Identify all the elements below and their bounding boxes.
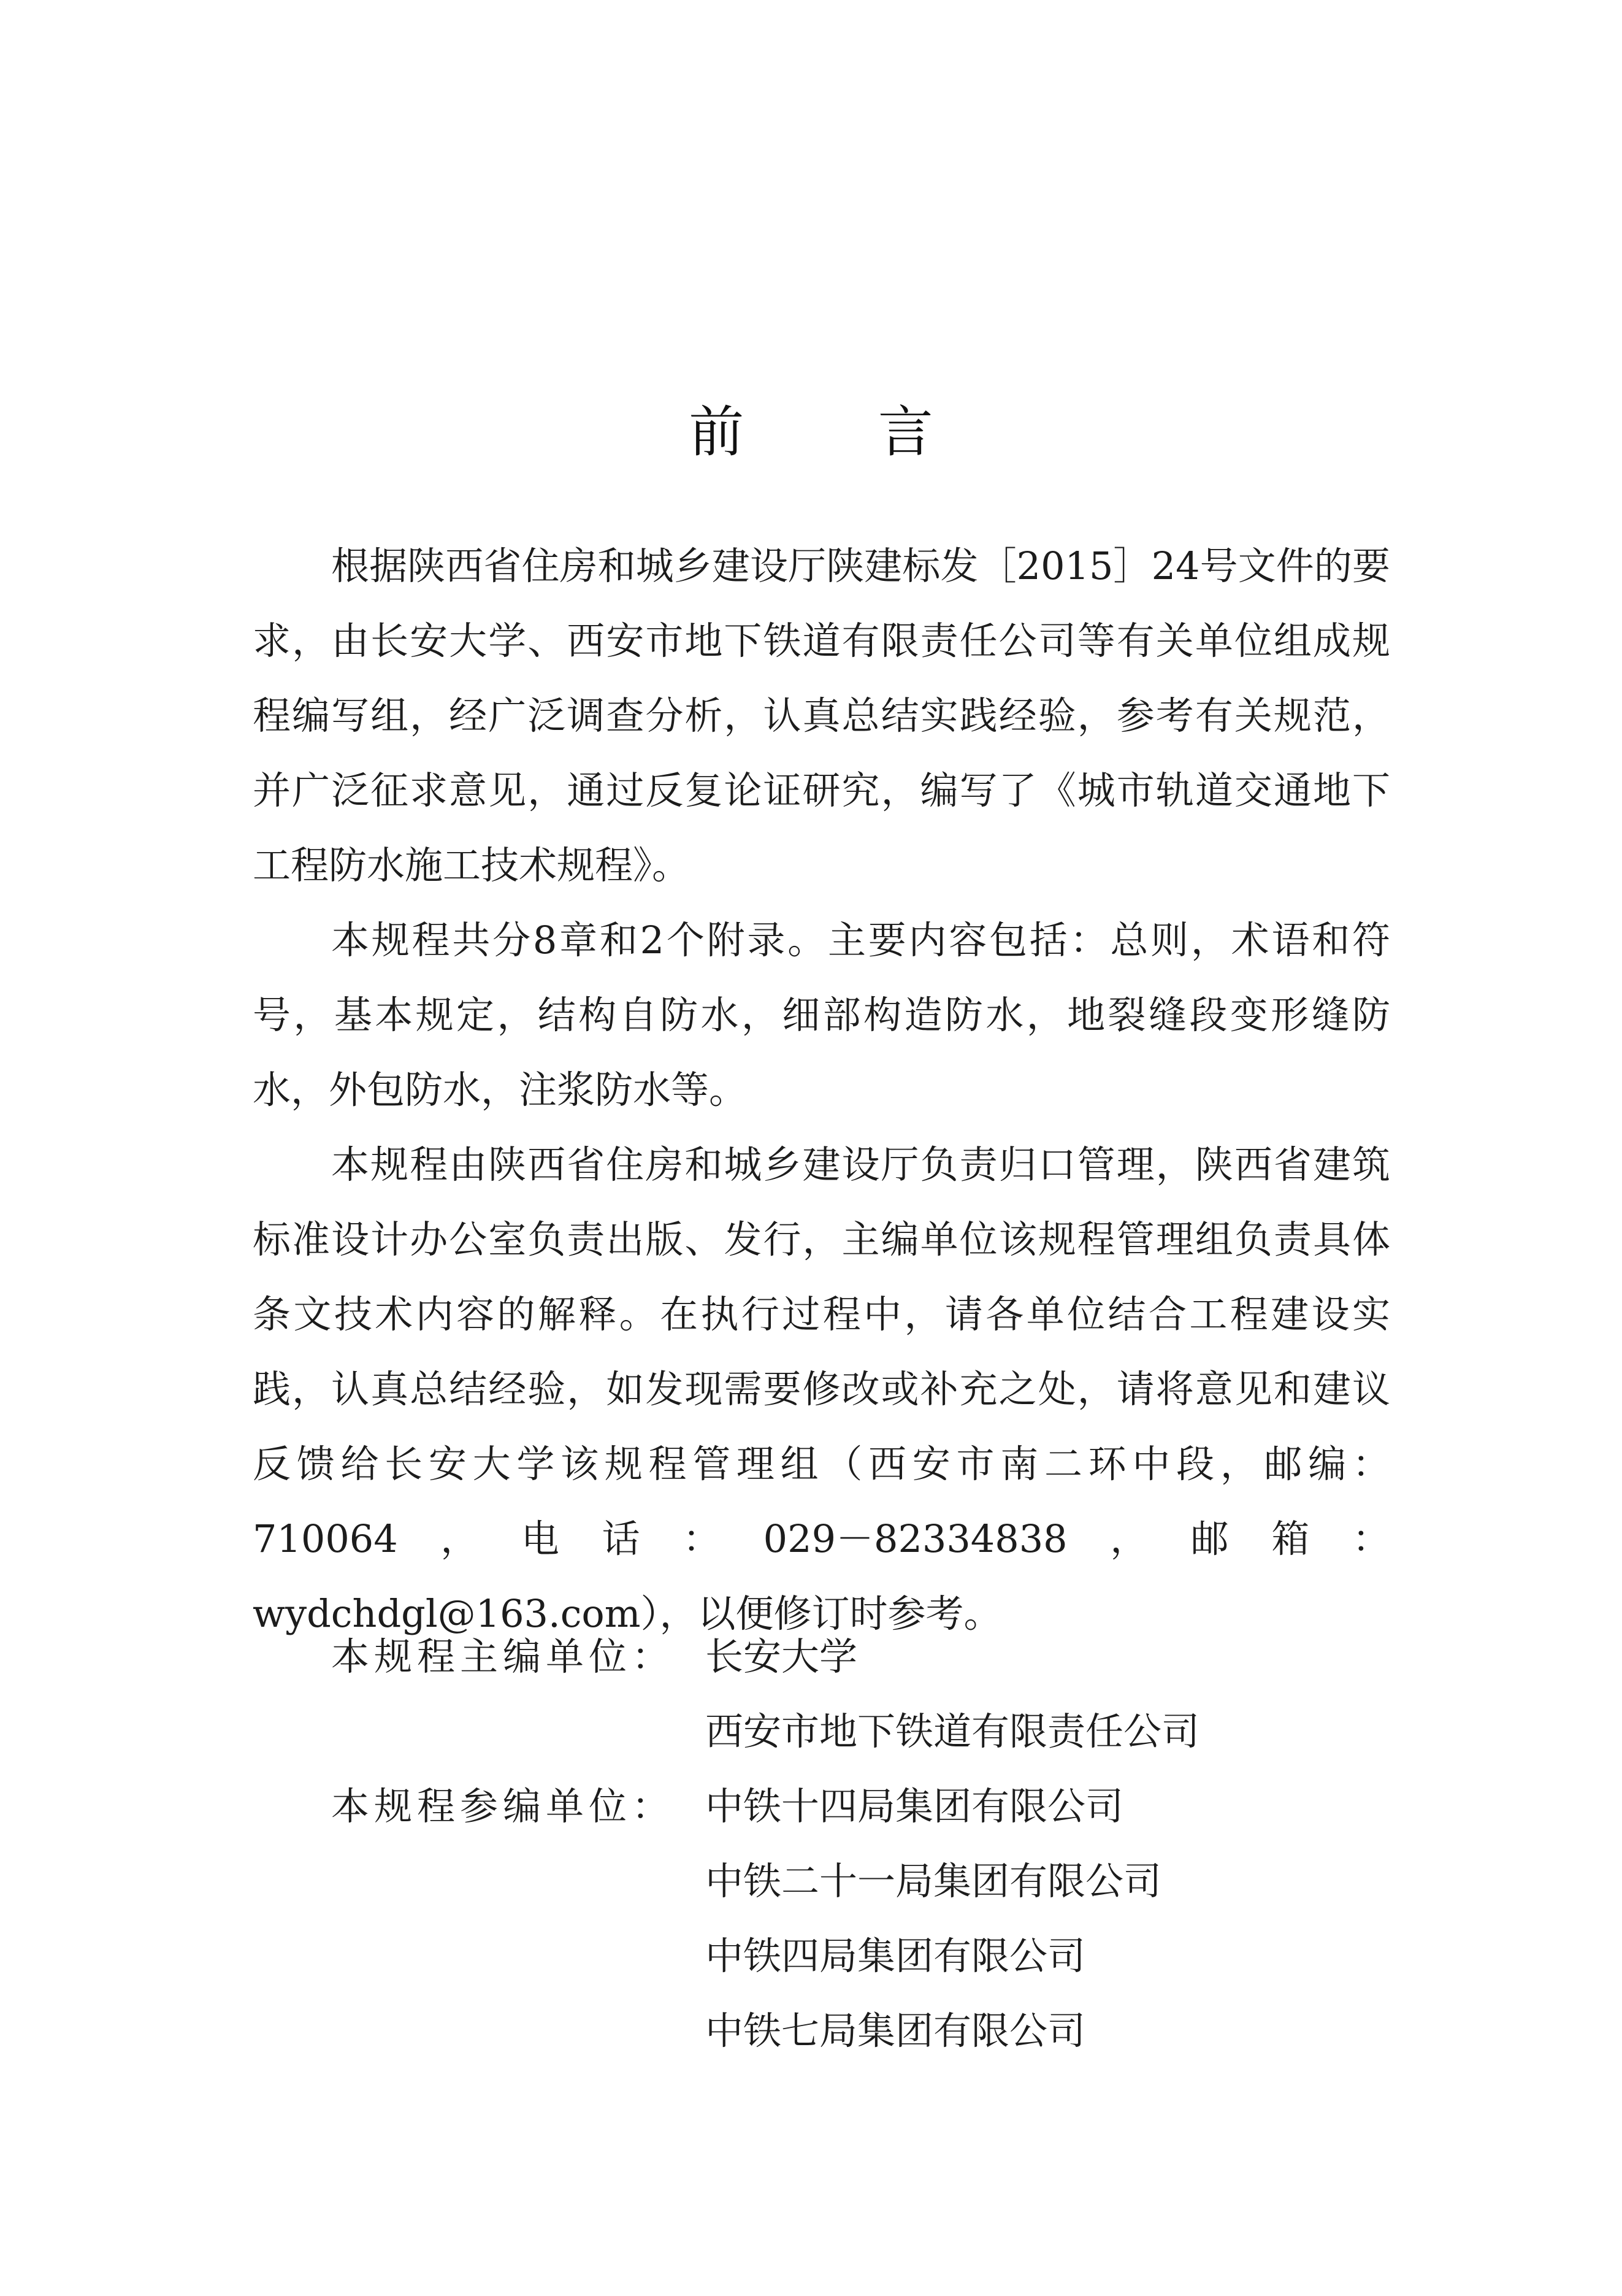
chief-unit-name: 西安市地下铁道有限责任公司 (705, 1709, 1200, 1754)
participating-unit-row (331, 1769, 1390, 1844)
participating-unit-row (331, 1844, 1390, 1919)
preface-body (253, 529, 1390, 1651)
page-title: 前 言 (689, 400, 992, 464)
chief-unit-name: 长安大学 (705, 1634, 858, 1679)
participating-unit-name: 中铁四局集团有限公司 (705, 1933, 1086, 1978)
participating-unit-name: 中铁十四局集团有限公司 (705, 1784, 1124, 1829)
chief-units-label: 本规程主编单位： (331, 1634, 675, 1679)
participating-unit-row (331, 1919, 1390, 1994)
preface-paragraph: 本规程共分8章和2个附录。主要内容包括：总则，术语和符号，基本规定，结构自防水，细部构造防水，地裂缝段变形缝防水，外包防水，注浆防水等。 (253, 918, 1390, 1112)
preface-paragraph: 本规程由陕西省住房和城乡建设厅负责归口管理，陕西省建筑标准设计办公室负责出版、发行，主编单位该规程管理组负责具体条文技术内容的解释。在执行过程中，请各单位结合工程建设实践，认真总结经验，如发现需要修改或补充之处，请将意见和建议反馈给长安大学该规程管理组（西安市南二环中段，邮编：710064，电话：029－82334838，邮箱：wydchdgl@163.com），以便修订时参考。 (253, 1142, 1390, 1636)
chief-unit-row (331, 1694, 1390, 1769)
units-list (331, 1619, 1390, 2068)
participating-units-label: 本规程参编单位： (331, 1784, 675, 1829)
participating-unit-row (331, 1994, 1390, 2068)
participating-unit-name: 中铁二十一局集团有限公司 (705, 1859, 1162, 1903)
participating-unit-name: 中铁七局集团有限公司 (705, 2008, 1086, 2053)
chief-unit-row (331, 1619, 1390, 1694)
preface-paragraph: 根据陕西省住房和城乡建设厅陕建标发［2015］24号文件的要求，由长安大学、西安市地下铁道有限责任公司等有关单位组成规程编写组，经广泛调查分析，认真总结实践经验，参考有关规范，并广泛征求意见，通过反复论证研究，编写了《城市轨道交通地下工程防水施工技术规程》。 (253, 543, 1390, 888)
